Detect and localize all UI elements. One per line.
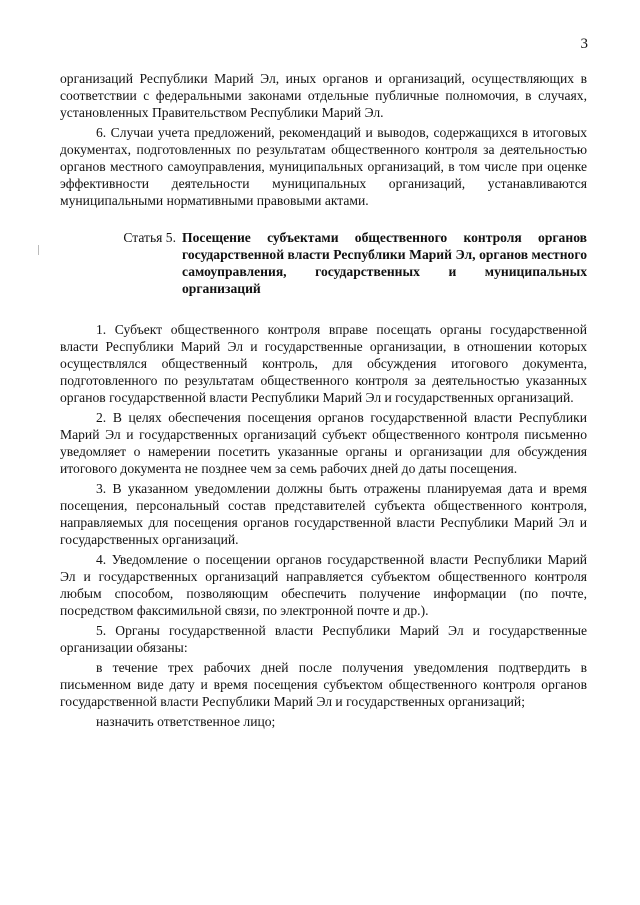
article-heading — [60, 229, 587, 297]
paragraph-obligation-1: в течение трех рабочих дней после получения уведомления подтвердить в письменном виде дату и время посещения субъектом общественного контроля органов государственной власти Республики Марий Эл и государственных организаций; — [60, 660, 587, 709]
document-body — [60, 70, 587, 730]
page-number: 3 — [580, 36, 588, 52]
paragraph-item-4: 4. Уведомление о посещении органов государственной власти Республики Марий Эл и государственных организаций направляется субъектом общественного контроля любым способом, позволяющим обеспечить получение информации (по почте, посредством факсимильной связи, по электронной почте и др.). — [60, 552, 587, 618]
article-label: Статья 5. — [123, 230, 176, 245]
paragraph-item-3: 3. В указанном уведомлении должны быть отражены планируемая дата и время посещения, персональный состав представителей субъекта общественного контроля, направляемых для посещения органов государственной власти Республики Марий Эл и государственных организаций. — [60, 481, 587, 547]
article-title: Посещение субъектами общественного контроля органов государственной власти Республики Марий Эл, органов местного самоуправления, государственных и муниципальных организаций — [182, 230, 587, 296]
paragraph-item-1: 1. Субъект общественного контроля вправе посещать органы государственной власти Республики Марий Эл и государственные организации, в отношении которых осуществлялся общественный контроль, для обсуждения итогового документа, подготовленного по результатам общественного контроля за деятельностью указанных органов государственной власти Республики Марий Эл и государственных организаций. — [60, 322, 587, 405]
left-margin-mark — [38, 245, 39, 255]
paragraph-item-6: 6. Случаи учета предложений, рекомендаций и выводов, содержащихся в итоговых документах, подготовленных по результатам общественного контроля за деятельностью органов местного самоуправления, муниципальных организаций, в том числе при оценке эффективности деятельности муниципальных организаций, устанавливаются муниципальными нормативными правовыми актами. — [60, 125, 587, 208]
paragraph-obligation-2: назначить ответственное лицо; — [96, 714, 276, 729]
paragraph-continuation: организаций Республики Марий Эл, иных органов и организаций, осуществляющих в соответствии с федеральными законами отдельные публичные полномочия, в случаях, установленных Правительством Республики Марий Эл. — [60, 71, 587, 120]
paragraph-item-5: 5. Органы государственной власти Республики Марий Эл и государственные организации обязаны: — [60, 623, 587, 655]
paragraph-item-2: 2. В целях обеспечения посещения органов государственной власти Республики Марий Эл и государственных организаций субъект общественного контроля письменно уведомляет о намерении посетить указанные органы и организации для обсуждения итогового документа не позднее чем за семь рабочих дней до даты посещения. — [60, 410, 587, 476]
